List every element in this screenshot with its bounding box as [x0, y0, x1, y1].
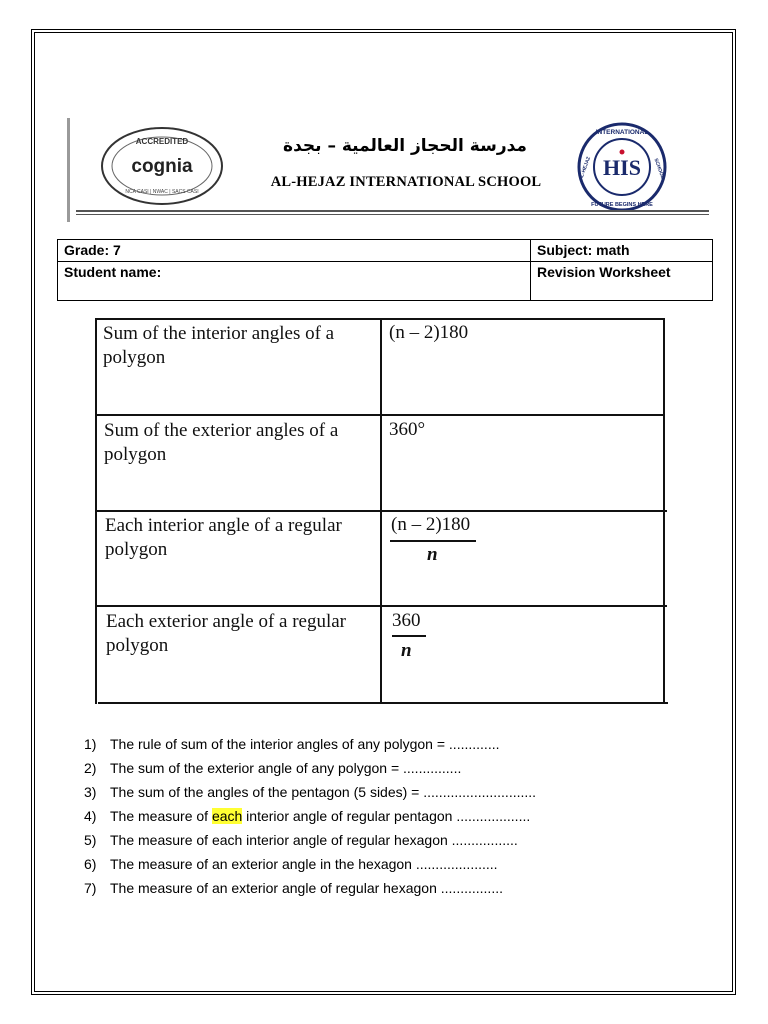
- formula-row-1-label: [103, 322, 334, 370]
- question-text: The measure of each interior angle of regular hexagon .................: [110, 832, 518, 848]
- grade-cell: Grade: 7: [58, 240, 531, 262]
- student-info-table: [57, 239, 713, 301]
- table-line: [663, 318, 665, 704]
- question-item: [84, 876, 536, 900]
- question-item: [84, 732, 536, 756]
- his-school-logo: [577, 122, 667, 212]
- header-vertical-rule: [67, 118, 70, 222]
- student-name-cell[interactable]: Student name:: [58, 262, 531, 301]
- table-line: [95, 318, 663, 320]
- question-number: 7): [84, 880, 97, 896]
- question-number: 6): [84, 856, 97, 872]
- question-number: 1): [84, 736, 97, 752]
- school-name-arabic: مدرسة الحجاز العالمية – بجدة: [283, 136, 527, 156]
- header-divider-thin: [76, 214, 709, 215]
- question-number: 5): [84, 832, 97, 848]
- formula-row-3-denominator: n: [427, 544, 438, 565]
- question-text: The measure of an exterior angle of regular hexagon ................: [110, 880, 503, 896]
- info-row: [58, 240, 713, 262]
- formula-row-3-label: [105, 514, 342, 562]
- label-line: polygon: [106, 635, 169, 656]
- info-row: [58, 262, 713, 301]
- formula-row-4-numerator: 360: [392, 610, 421, 631]
- label-line: polygon: [104, 444, 167, 465]
- label-line: polygon: [103, 347, 166, 368]
- question-item: [84, 828, 536, 852]
- question-item: [84, 780, 536, 804]
- question-text: The sum of the exterior angle of any polygon = ...............: [110, 760, 462, 776]
- his-ring-right-text: SCHOOL: [652, 157, 666, 180]
- formula-row-2-value: 360°: [389, 419, 426, 440]
- question-text: The measure of an exterior angle in the hexagon .....................: [110, 856, 498, 872]
- his-initials: HIS: [603, 155, 641, 180]
- fraction-bar: [390, 540, 476, 542]
- table-line: [380, 318, 382, 704]
- school-name-english: AL-HEJAZ INTERNATIONAL SCHOOL: [270, 174, 542, 190]
- table-line: [95, 318, 97, 704]
- his-ring-left-text: AL-HEJAZ: [578, 156, 593, 182]
- question-text: The sum of the angles of the pentagon (5 sides) = .............................: [110, 784, 537, 800]
- cognia-accreditation-logo: [100, 126, 224, 206]
- his-accent-dot: [620, 150, 625, 155]
- his-ring-top-text: INTERNATIONAL: [595, 129, 649, 136]
- label-line: Sum of the exterior angles of a: [104, 420, 339, 441]
- header-divider-thick: [76, 210, 709, 212]
- fraction-bar: [392, 635, 426, 637]
- question-number: 3): [84, 784, 97, 800]
- formula-row-4-denominator: n: [401, 640, 412, 661]
- formula-row-2-label: [104, 419, 338, 467]
- formula-row-4-label: [106, 610, 346, 658]
- label-line: polygon: [105, 539, 168, 560]
- label-line: Each exterior angle of a regular: [106, 611, 347, 632]
- question-text: The rule of sum of the interior angles of any polygon = .............: [110, 736, 500, 752]
- revision-questions-list: [84, 732, 536, 900]
- cognia-wordmark: cognia: [131, 156, 193, 177]
- highlighted-word: each: [211, 808, 243, 824]
- question-item: [84, 852, 536, 876]
- his-ring-bottom-text: FUTURE BEGINS HERE: [591, 202, 653, 208]
- question-number: 4): [84, 808, 97, 824]
- polygon-formula-table: [95, 318, 667, 704]
- question-item: [84, 756, 536, 780]
- question-text-end: interior angle of regular pentagon ...................: [242, 808, 531, 824]
- table-line: [97, 605, 667, 607]
- cognia-ring-bottom-text: NCA CASI | NWAC | SACS CASI: [125, 189, 199, 195]
- table-line: [96, 510, 667, 512]
- formula-row-1-value: (n – 2)180: [389, 322, 469, 343]
- formula-row-3-numerator: (n – 2)180: [391, 514, 471, 535]
- question-item: [84, 804, 536, 828]
- label-line: Sum of the interior angles of a: [103, 323, 335, 344]
- question-text-start: The measure of: [110, 808, 212, 824]
- table-line: [98, 702, 668, 704]
- worksheet-title-cell: Revision Worksheet: [531, 262, 713, 301]
- question-number: 2): [84, 760, 97, 776]
- subject-cell: Subject: math: [531, 240, 713, 262]
- cognia-ring-top-text: ACCREDITED: [135, 137, 189, 146]
- label-line: Each interior angle of a regular: [105, 515, 342, 536]
